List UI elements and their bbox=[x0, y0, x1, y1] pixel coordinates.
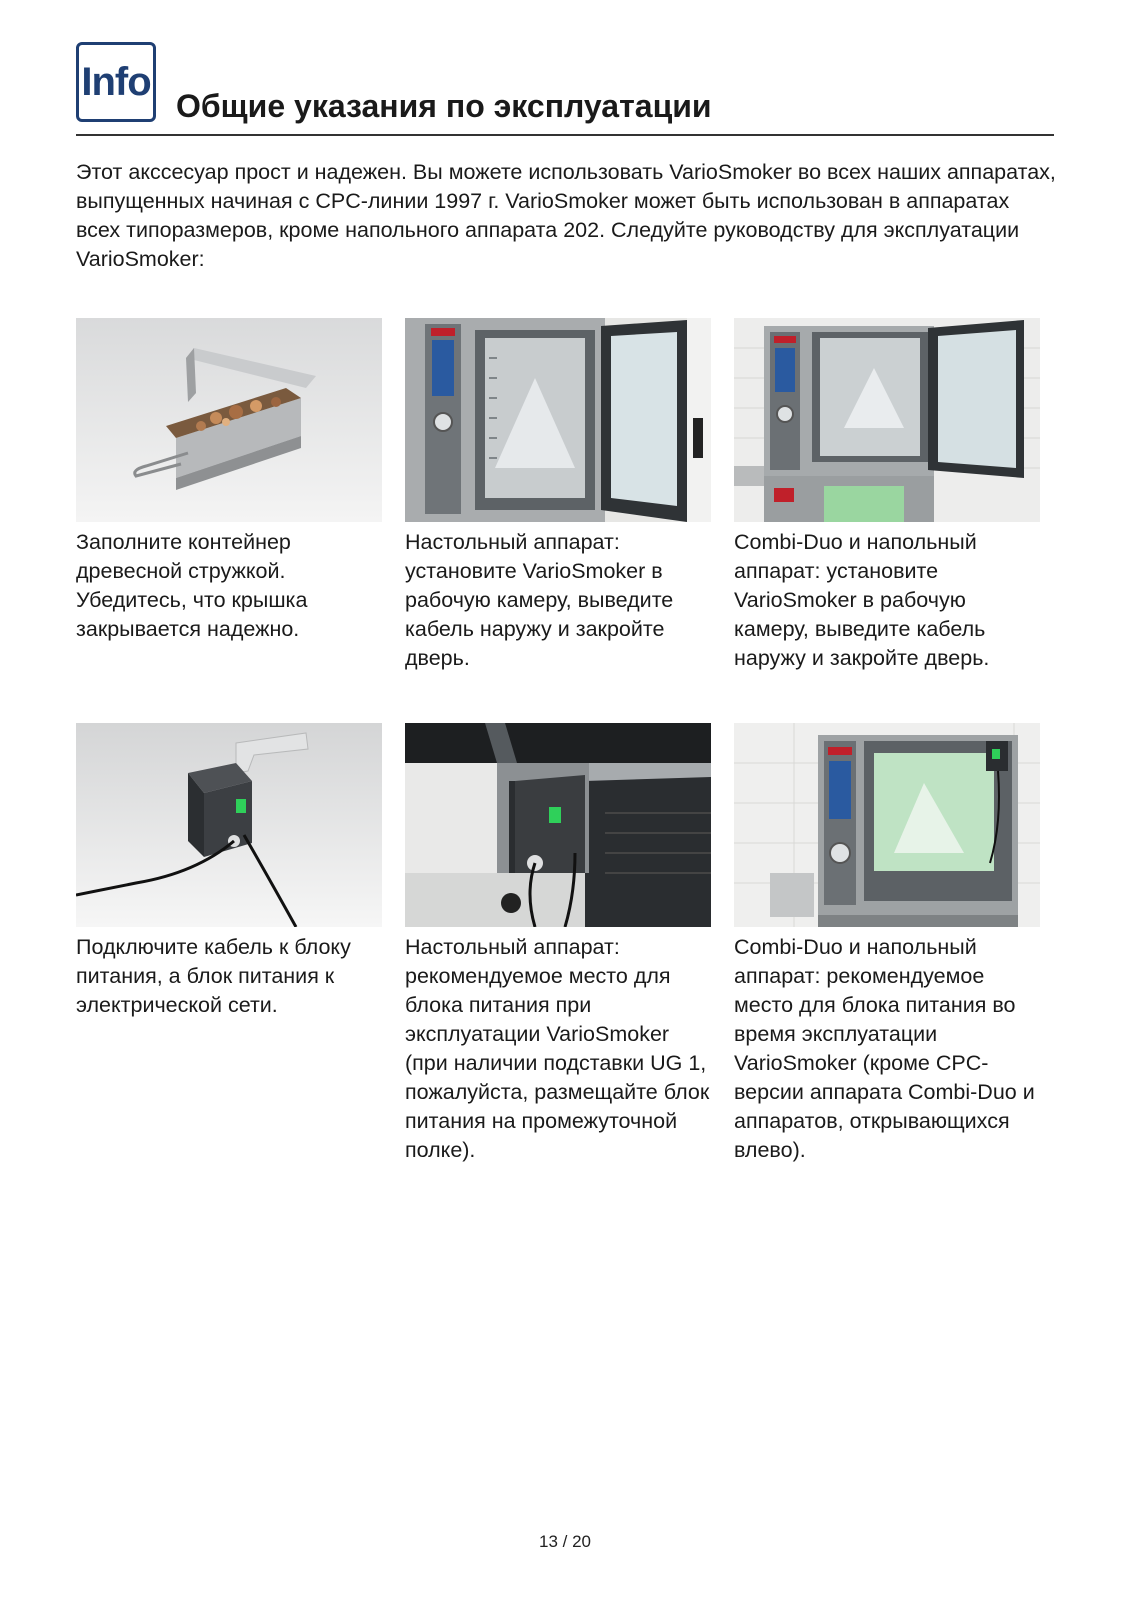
photo-power-unit bbox=[76, 723, 382, 927]
step-caption: Заполните контейнер древесной стружкой. Убедитесь, что крышка закрывается надежно. bbox=[76, 530, 308, 641]
step-caption: Combi-Duo и напольный аппарат: рекомендуемое место для блока питания во время эксплуатации VarioSmoker (кроме CPC-версии аппарата Combi-Duo и аппаратов, открывающихся влево). bbox=[734, 935, 1035, 1162]
page-number: 13 / 20 bbox=[539, 1532, 591, 1551]
photo-smoker-box bbox=[76, 318, 382, 522]
step-caption: Combi-Duo и напольный аппарат: установите VarioSmoker в рабочую камеру, выведите кабель наружу и закройте дверь. bbox=[734, 530, 990, 670]
page-title: Общие указания по эксплуатации bbox=[176, 88, 712, 124]
step-caption: Подключите кабель к блоку питания, а блок питания к электрической сети. bbox=[76, 935, 351, 1017]
photo-combi-duo-closed bbox=[734, 723, 1040, 927]
step-caption: Настольный аппарат: установите VarioSmoker в рабочую камеру, выведите кабель наружу и закройте дверь. bbox=[405, 530, 674, 670]
photo-tabletop-oven bbox=[405, 318, 711, 522]
page-header bbox=[76, 42, 1054, 138]
step-caption: Настольный аппарат: рекомендуемое место для блока питания при эксплуатации VarioSmoker (при наличии подставки UG 1, пожалуйста, размещайте блок питания на промежуточной полке). bbox=[405, 935, 710, 1162]
info-icon: Info bbox=[76, 42, 156, 122]
photo-power-unit-on-oven bbox=[405, 723, 711, 927]
title-rule bbox=[76, 134, 1054, 136]
photo-combi-duo-open bbox=[734, 318, 1040, 522]
intro-paragraph: Этот акссесуар прост и надежен. Вы можете использовать VarioSmoker во всех наших аппаратах, выпущенных начиная с CPC-линии 1997 г. VarioSmoker может быть использован в аппаратах всех типоразмеров, кроме напольного аппарата 202. Следуйте руководству для эксплуатации VarioSmoker: bbox=[76, 160, 1056, 271]
